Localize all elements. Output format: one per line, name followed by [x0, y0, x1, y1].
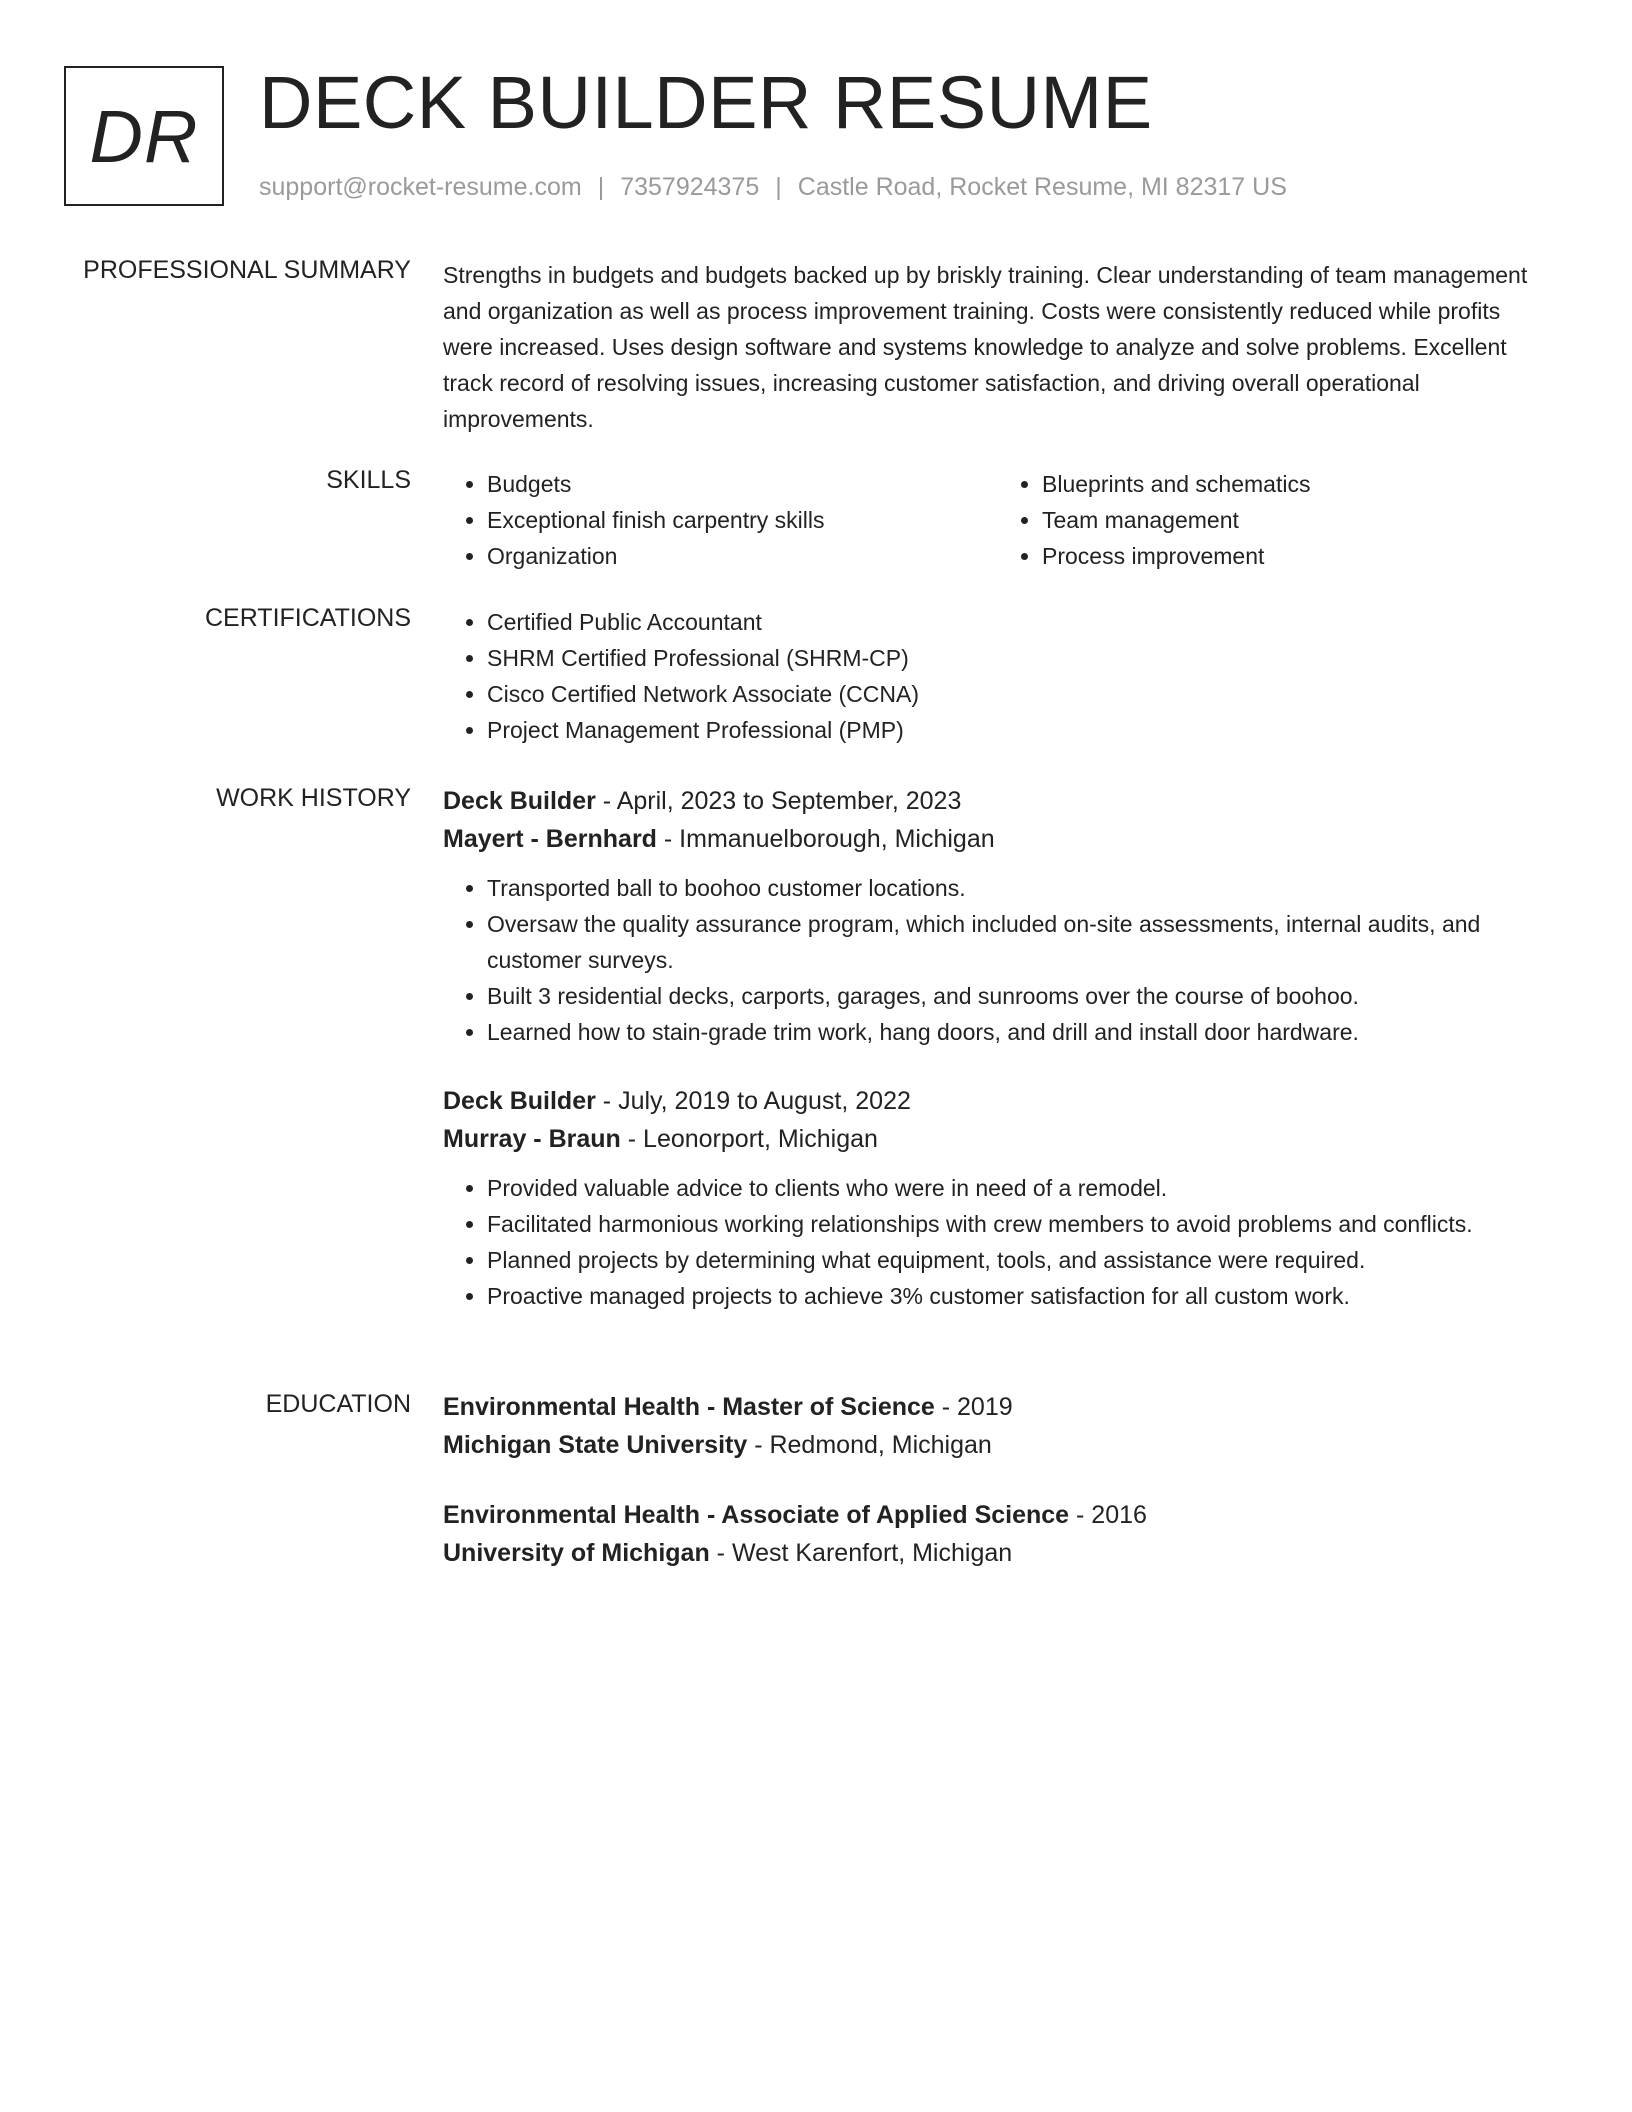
job-title: Deck Builder: [443, 787, 596, 815]
education-school: University of Michigan: [443, 1539, 710, 1567]
job-company-line: [443, 820, 1553, 858]
page-title: DECK BUILDER RESUME: [259, 61, 1153, 144]
job-location: - Leonorport, Michigan: [627, 1125, 878, 1153]
job-duties-list: [443, 870, 1553, 1050]
contact-address: Castle Road, Rocket Resume, MI 82317 US: [797, 173, 1287, 201]
skills-body: [443, 466, 1553, 574]
list-item: • Process improvement: [1042, 538, 1553, 574]
education-entry: [443, 1388, 1553, 1464]
list-item: • Team management: [1042, 502, 1553, 538]
list-item: • Budgets: [487, 466, 998, 502]
skills-list-right: [998, 466, 1553, 574]
education-year: - 2016: [1076, 1501, 1147, 1529]
list-item: • SHRM Certified Professional (SHRM-CP): [487, 640, 1553, 676]
education-body: [443, 1388, 1553, 1572]
section-label-work-history: WORK HISTORY: [216, 784, 411, 812]
list-item: • Planned projects by determining what equipment, tools, and assistance were required.: [487, 1242, 1553, 1278]
summary-text: Strengths in budgets and budgets backed up by briskly training. Clear understanding of team management and organization as well as process improvement training. Costs were consistently reduced while profits were increased. Uses design software and systems knowledge to analyze and solve problems. Excellent track record of resolving issues, increasing customer satisfaction, and driving overall operational improvements.: [443, 262, 1528, 432]
list-item: • Project Management Professional (PMP): [487, 712, 1553, 748]
skills-grid: [443, 466, 1553, 574]
job-entry: [443, 1082, 1553, 1314]
list-item: • Cisco Certified Network Associate (CCNA): [487, 676, 1553, 712]
job-entry: [443, 782, 1553, 1050]
section-label-summary: PROFESSIONAL SUMMARY: [83, 256, 411, 284]
certifications-list: [443, 604, 1553, 748]
list-item: • Blueprints and schematics: [1042, 466, 1553, 502]
contact-line: [259, 173, 1287, 202]
list-item: • Organization: [487, 538, 998, 574]
job-company: Mayert - Bernhard: [443, 825, 657, 853]
education-location: - Redmond, Michigan: [754, 1431, 992, 1459]
list-item: • Facilitated harmonious working relationships with crew members to avoid problems and conflicts.: [487, 1206, 1553, 1242]
list-item: • Certified Public Accountant: [487, 604, 1553, 640]
contact-separator: |: [775, 173, 782, 201]
education-degree: Environmental Health - Associate of Applied Science: [443, 1501, 1070, 1529]
skills-list-left: [443, 466, 998, 574]
education-year: - 2019: [941, 1393, 1013, 1421]
job-title-line: [443, 782, 1553, 820]
certifications-body: [443, 604, 1553, 748]
section-label-skills: SKILLS: [326, 466, 411, 494]
contact-phone: 7357924375: [620, 173, 760, 201]
resume-header: [64, 61, 1564, 210]
list-item: • Learned how to stain-grade trim work, hang doors, and drill and install door hardware.: [487, 1014, 1553, 1050]
job-title: Deck Builder: [443, 1087, 596, 1115]
job-dates: - July, 2019 to August, 2022: [602, 1087, 911, 1115]
section-label-education: EDUCATION: [265, 1390, 411, 1418]
education-school: Michigan State University: [443, 1431, 748, 1459]
job-company-line: [443, 1120, 1553, 1158]
contact-separator: |: [597, 173, 605, 201]
education-school-line: [443, 1426, 1553, 1464]
list-item: • Built 3 residential decks, carports, garages, and sunrooms over the course of boohoo.: [487, 978, 1553, 1014]
education-location: - West Karenfort, Michigan: [716, 1539, 1013, 1567]
education-degree-line: [443, 1388, 1553, 1426]
education-degree: Environmental Health - Master of Science: [443, 1393, 935, 1421]
education-school-line: [443, 1534, 1553, 1572]
education-entry: [443, 1496, 1553, 1572]
section-label-certifications: CERTIFICATIONS: [204, 604, 411, 632]
contact-email: support@rocket-resume.com: [259, 173, 582, 201]
list-item: • Proactive managed projects to achieve 3% customer satisfaction for all custom work.: [487, 1278, 1553, 1314]
monogram: DR: [64, 66, 224, 206]
work-history-body: [443, 782, 1553, 1314]
job-dates: - April, 2023 to September, 2023: [602, 787, 962, 815]
list-item: • Provided valuable advice to clients who were in need of a remodel.: [487, 1170, 1553, 1206]
education-degree-line: [443, 1496, 1553, 1534]
list-item: • Oversaw the quality assurance program, which included on-site assessments, internal audits, and customer surveys.: [487, 906, 1553, 978]
list-item: • Exceptional finish carpentry skills: [487, 502, 998, 538]
list-item: • Transported ball to boohoo customer locations.: [487, 870, 1553, 906]
job-company: Murray - Braun: [443, 1125, 621, 1153]
job-location: - Immanuelborough, Michigan: [663, 825, 995, 853]
job-title-line: [443, 1082, 1553, 1120]
job-duties-list: [443, 1170, 1553, 1314]
